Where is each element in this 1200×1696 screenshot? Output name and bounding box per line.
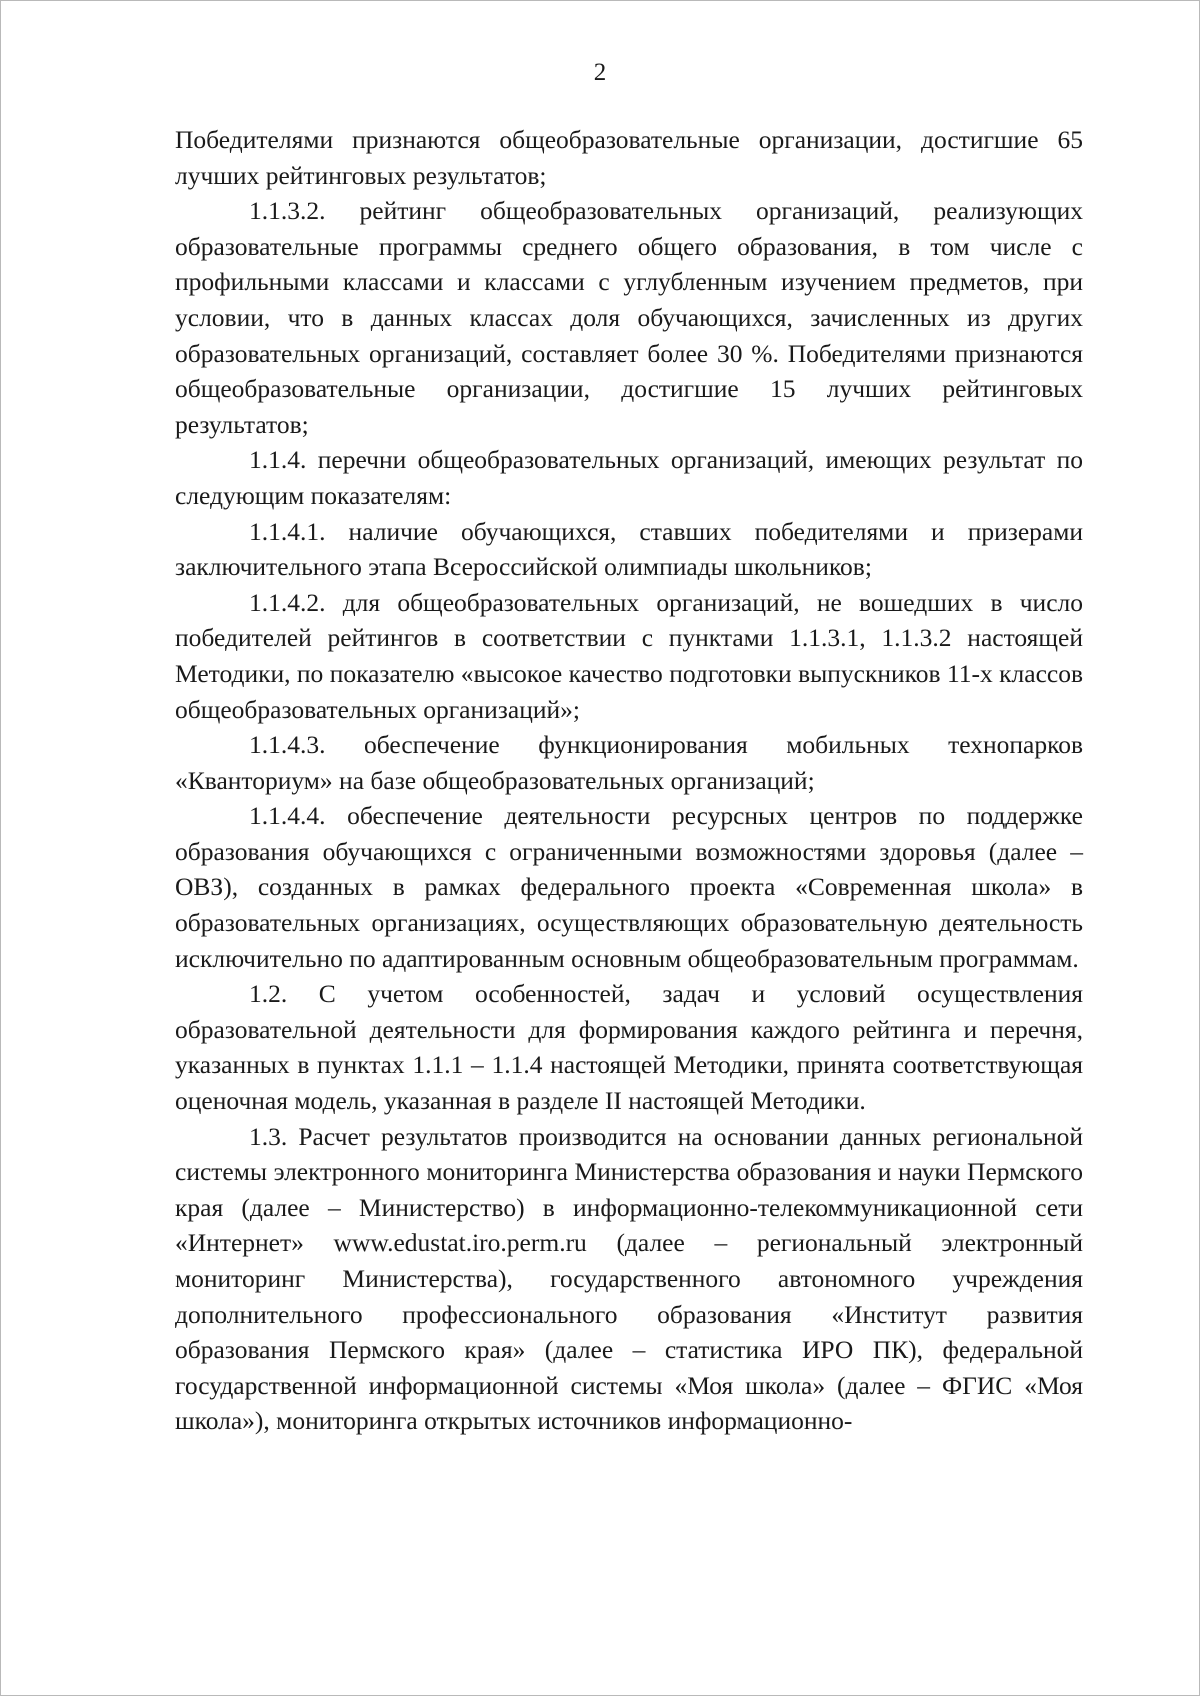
paragraph-1-1-3-2: 1.1.3.2. рейтинг общеобразовательных организаций, реализующих образовательные программы среднего общего образования, в том числе с профильными классами и классами с углубленным изучением предметов, при условии, что в данных классах доля обучающихся, зачисленных из других образовательных организаций, составляет более 30 %. Победителями признаются общеобразовательные организации, достигшие 15 лучших рейтинговых результатов; [175, 196, 1083, 439]
page-number: 2 [593, 59, 607, 86]
paragraph-1-1-4-1: 1.1.4.1. наличие обучающихся, ставших победителями и призерами заключительного этапа Всероссийской олимпиады школьников; [175, 516, 1083, 582]
paragraph-1-1-4-4: 1.1.4.4. обеспечение деятельности ресурсных центров по поддержке образования обучающихся с ограниченными возможностями здоровья (далее – ОВЗ), созданных в рамках федерального проекта «Современная школа» в образовательных организациях, осуществляющих образовательную деятельность исключительно по адаптированным основным общеобразовательным программам. [175, 801, 1083, 973]
paragraph-1-1-4: 1.1.4. перечни общеобразовательных организаций, имеющих результат по следующим показателям: [175, 445, 1083, 510]
paragraph-1-1-4-2: 1.1.4.2. для общеобразовательных организаций, не вошедших в число победителей рейтингов в соответствии с пунктами 1.1.3.1, 1.1.3.2 настоящей Методики, по показателю «высокое качество подготовки выпускников 11-х классов общеобразовательных организаций»; [175, 587, 1083, 724]
document-body [175, 122, 1083, 1439]
paragraph-1-3: 1.3. Расчет результатов производится на основании данных региональной системы электронного мониторинга Министерства образования и науки Пермского края (далее – Министерство) в информационно-телекоммуникационной сети «Интернет» www.edustat.iro.perm.ru (далее – региональный электронный мониторинг Министерства), государственного автономного учреждения дополнительного профессионального образования «Институт развития образования Пермского края» (далее – статистика ИРО ПК), федеральной государственной информационной системы «Моя школа» (далее – ФГИС «Моя школа»), мониторинга открытых источников информационно- [175, 1121, 1083, 1436]
paragraph-1-2: 1.2. С учетом особенностей, задач и условий осуществления образовательной деятельности для формирования каждого рейтинга и перечня, указанных в пунктах 1.1.1 – 1.1.4 настоящей Методики, принята соответствующая оценочная модель, указанная в разделе II настоящей Методики. [175, 979, 1083, 1116]
paragraph-continuation: Победителями признаются общеобразовательные организации, достигшие 65 лучших рейтинговых результатов; [175, 125, 1083, 190]
paragraph-1-1-4-3: 1.1.4.3. обеспечение функционирования мобильных технопарков «Кванториум» на базе общеобразовательных организаций; [175, 730, 1083, 795]
